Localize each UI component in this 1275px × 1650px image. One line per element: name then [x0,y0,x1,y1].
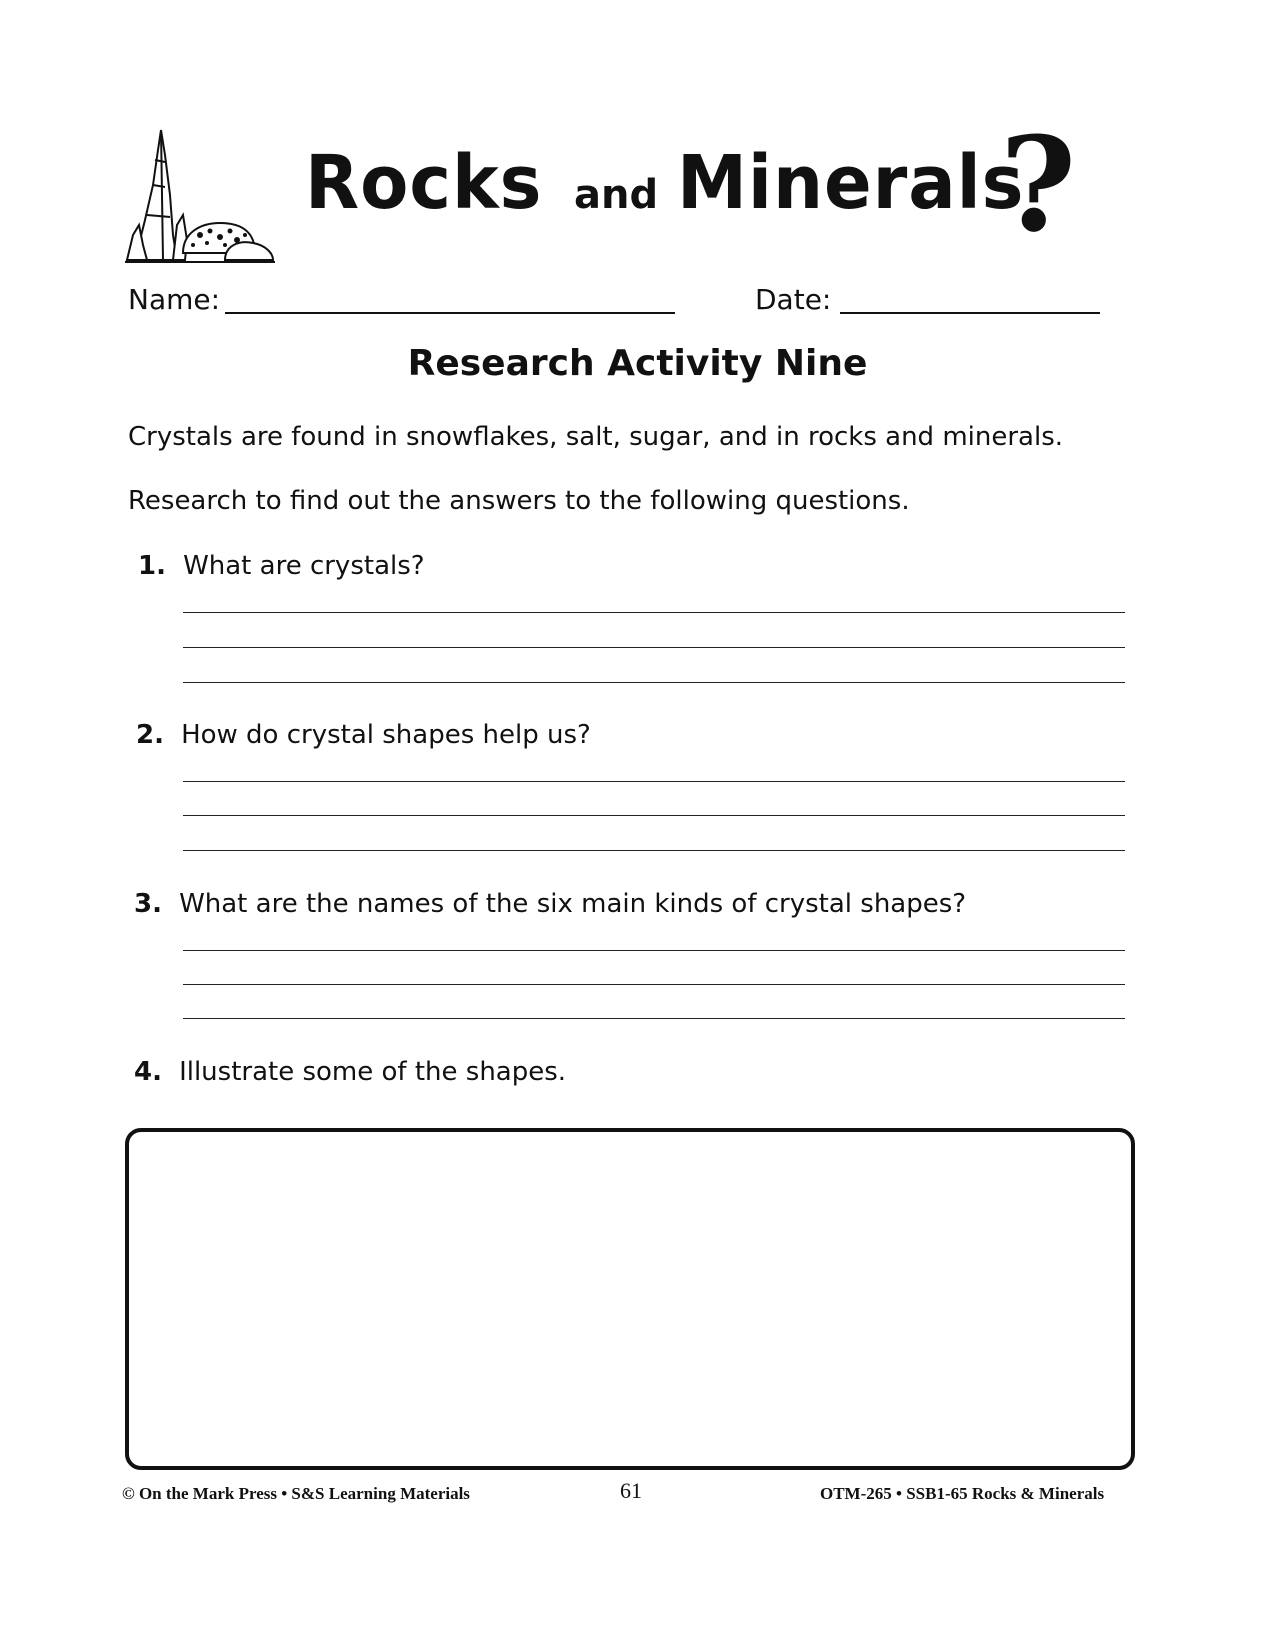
footer-product-code: OTM-265 • SSB1-65 Rocks & Minerals [820,1484,1105,1503]
question-4 [134,1057,566,1087]
answer-line[interactable] [183,950,1125,951]
question-mark-icon: ? [1000,108,1077,261]
answer-line[interactable] [183,647,1125,648]
question-number: 4. [134,1057,162,1087]
question-2 [136,720,591,750]
question-number: 3. [134,889,162,919]
title-word-and: and [574,172,659,218]
answer-line[interactable] [183,612,1125,613]
activity-title: Research Activity Nine [407,343,868,384]
answer-line[interactable] [183,850,1125,851]
question-text: What are the names of the six main kinds of crystal shapes? [179,889,967,919]
question-1 [138,551,425,581]
question-3 [134,889,966,919]
question-text: How do crystal shapes help us? [181,720,591,750]
worksheet-title [305,140,1043,226]
page-number: 61 [620,1478,642,1503]
date-field[interactable] [840,312,1100,314]
question-text: Illustrate some of the shapes. [179,1057,567,1087]
date-label: Date: [755,283,832,316]
title-word-minerals: Minerals [677,140,1025,226]
instruction-text: Research to find out the answers to the following questions. [128,486,910,516]
footer-copyright: © On the Mark Press • S&S Learning Materials [122,1484,470,1503]
intro-text: Crystals are found in snowflakes, salt, sugar, and in rocks and minerals. [128,422,1064,452]
name-label: Name: [128,283,221,316]
question-number: 1. [138,551,166,581]
answer-line[interactable] [183,781,1125,782]
name-field[interactable] [225,312,675,314]
answer-line[interactable] [183,984,1125,985]
answer-line[interactable] [183,815,1125,816]
answer-line[interactable] [183,682,1125,683]
title-word-rocks: Rocks [305,140,543,226]
crystal-rock-illustration [125,125,275,265]
answer-line[interactable] [183,1018,1125,1019]
illustration-box[interactable] [125,1128,1135,1470]
question-text: What are crystals? [183,551,425,581]
question-number: 2. [136,720,164,750]
